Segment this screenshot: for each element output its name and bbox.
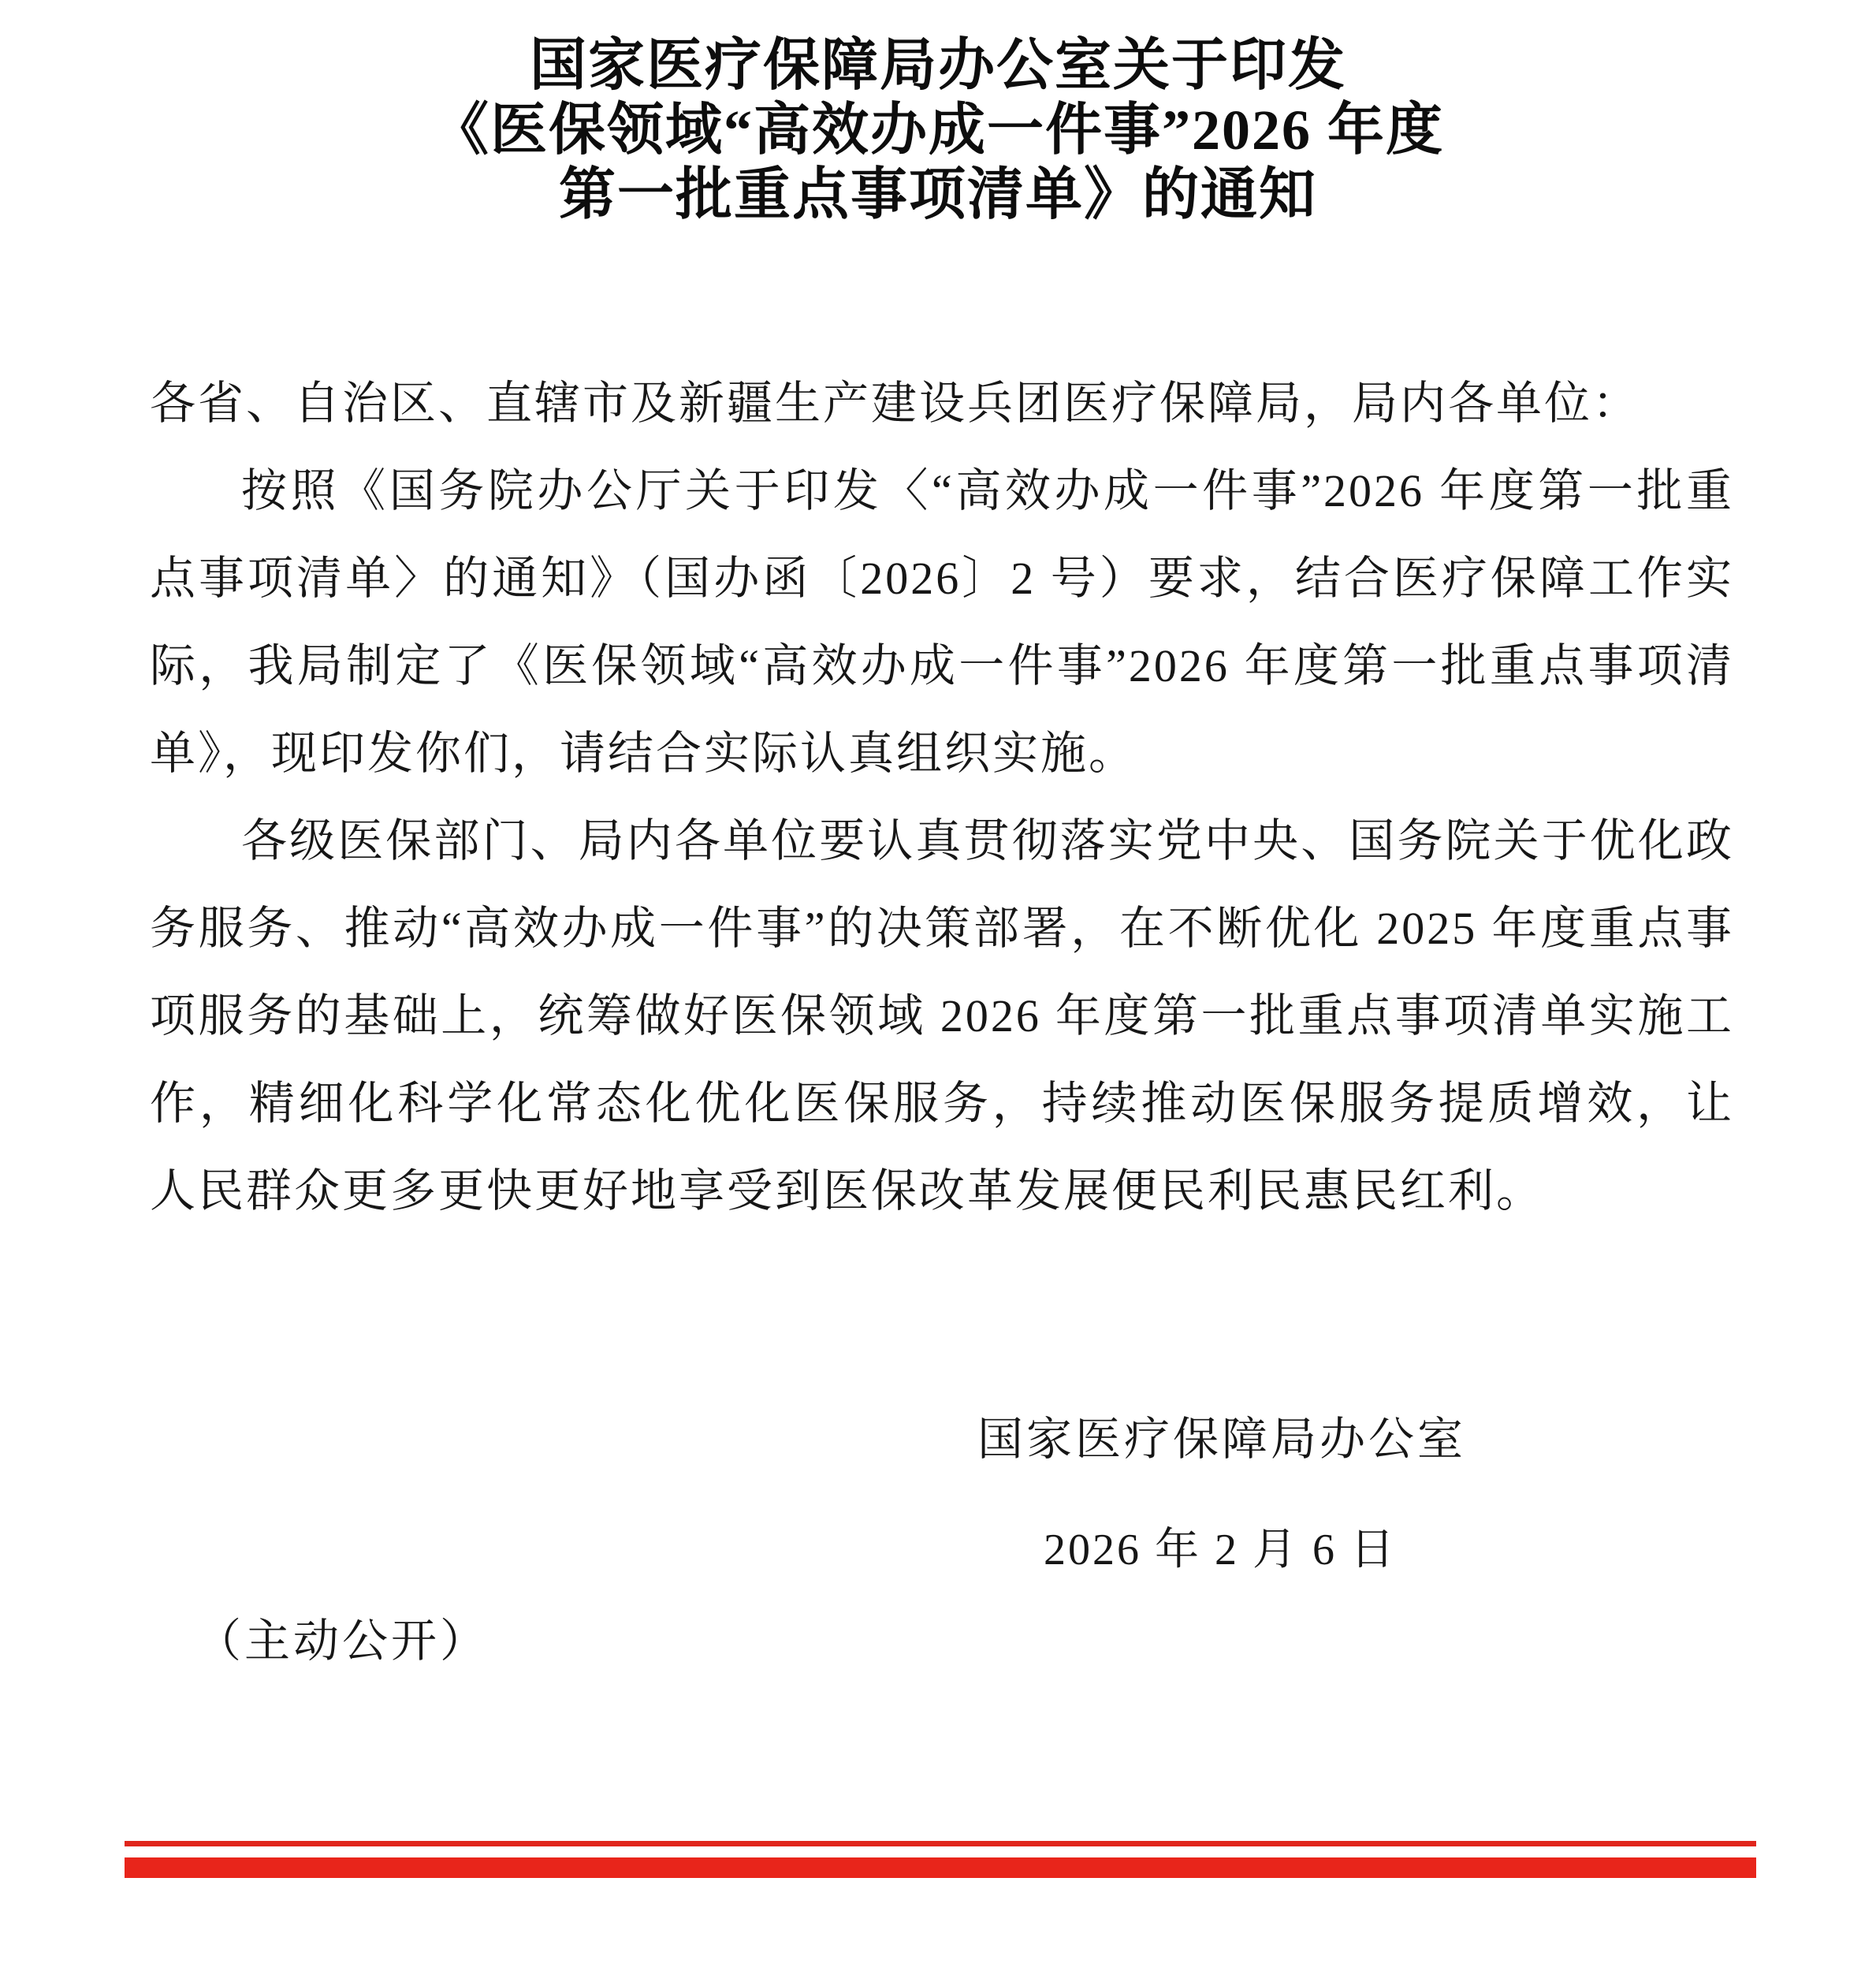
- body-paragraph-2: 各级医保部门、局内各单位要认真贯彻落实党中央、国务院关于优化政务服务、推动“高效办成一件事”的决策部署，在不断优化 2025 年度重点事项服务的基础上，统筹做好医保领域 2026 年度第一批重点事项清单实施工作，精细化科学化常态化优化医保服务，持续推动医保服务提质增效，让人民群众更多更快更好地享受到医保改革发展便民利民惠民红利。: [150, 815, 1734, 1217]
- body-paragraph-1: 按照《国务院办公厅关于印发〈“高效办成一件事”2026 年度第一批重点事项清单〉的通知》（国办函〔2026〕2 号）要求，结合医疗保障工作实际，我局制定了《医保领域“高效办成一件事”2026 年度第一批重点事项清单》，现印发你们，请结合实际认真组织实施。: [150, 465, 1734, 779]
- salutation-line: 各省、自治区、直辖市及新疆生产建设兵团医疗保障局，局内各单位：: [150, 378, 1641, 429]
- footer-rule-thin: [125, 1841, 1756, 1846]
- title-line-1: 国家医疗保障局办公室关于印发: [529, 34, 1346, 97]
- issuing-office-signature: 国家医疗保障局办公室: [977, 1414, 1466, 1465]
- disclosure-note: （主动公开）: [195, 1615, 489, 1667]
- document-title: [0, 33, 1876, 227]
- title-line-3: 第一批重点事项清单》的通知: [558, 163, 1317, 226]
- footer-rule-thick: [125, 1857, 1756, 1878]
- title-line-2: 《医保领域“高效办成一件事”2026 年度: [431, 99, 1444, 162]
- document-body: [150, 360, 1734, 1235]
- issue-date: 2026 年 2 月 6 日: [1044, 1526, 1397, 1574]
